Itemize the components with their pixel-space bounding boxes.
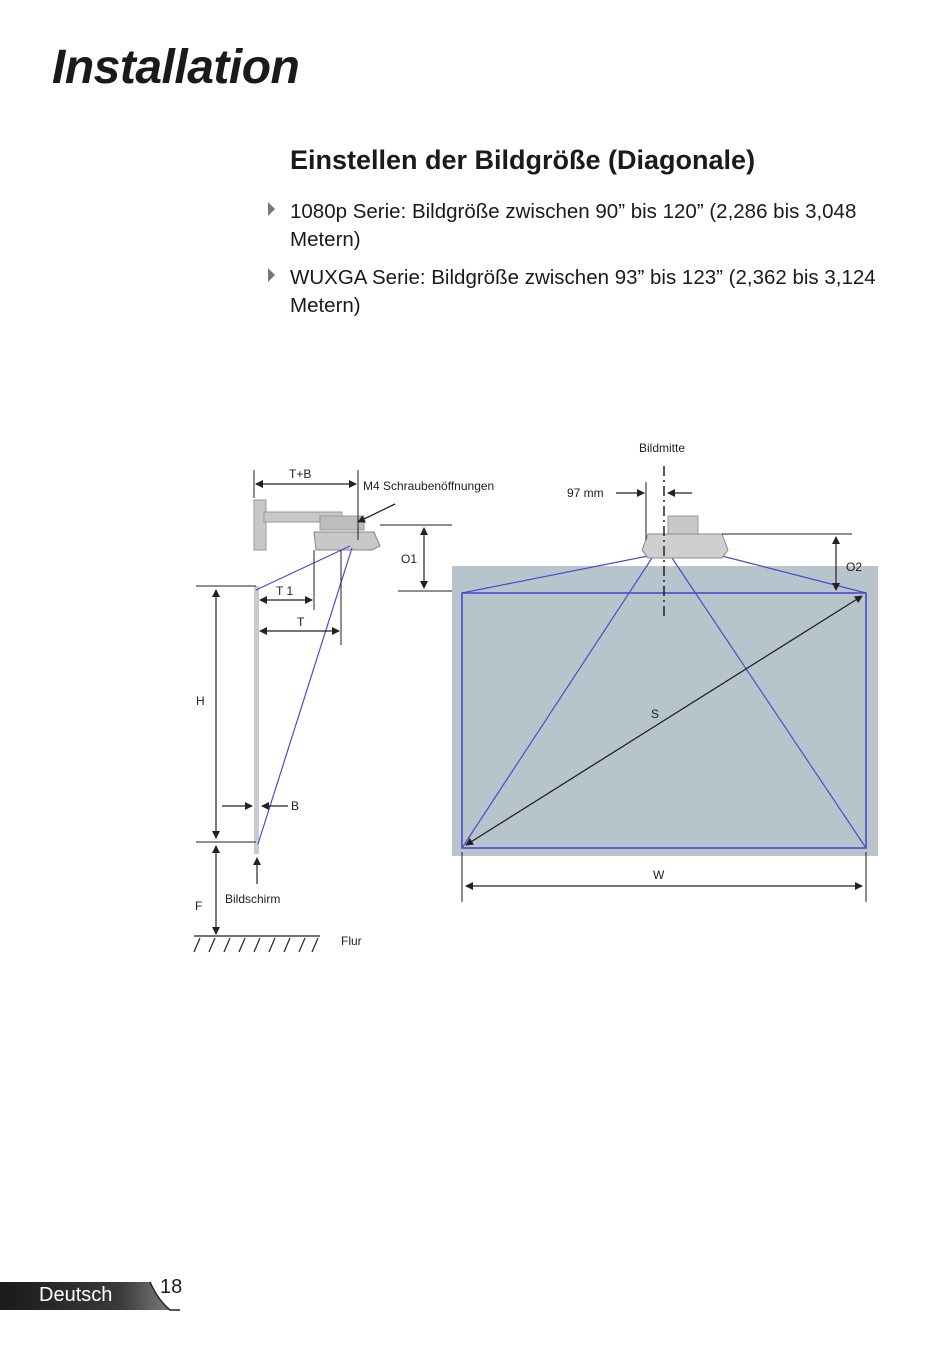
label-s: S [651,707,660,721]
label-97mm: 97 mm [567,486,604,500]
side-view [194,467,494,952]
label-o1: O1 [401,552,418,566]
installation-diagram [0,420,950,980]
label-t: T [297,615,305,629]
page-title: Installation [52,41,300,94]
bullet-item [266,264,886,320]
wall-mount-plate [254,500,266,550]
page-number: 18 [160,1276,183,1298]
label-bildmitte: Bildmitte [639,441,686,455]
label-h: H [196,694,205,708]
floor-hatch [194,936,320,952]
label-bildschirm: Bildschirm [225,892,281,906]
projection-ray [258,548,352,844]
projection-screen [452,566,878,856]
front-view [452,441,878,902]
bullet-arrow-icon [268,268,275,282]
bullet-item [266,198,886,254]
label-t1: T 1 [276,584,294,598]
projection-ray [256,546,350,590]
bullet-text: WUXGA Serie: Bildgröße zwischen 93” bis 123” (2,362 bis 3,124 Metern) [290,266,876,317]
label-w: W [653,868,665,882]
m4-arrow [358,504,395,522]
projector-front [642,534,728,558]
bullet-arrow-icon [268,202,275,216]
label-b: B [291,799,300,813]
section-heading: Einstellen der Bildgröße (Diagonale) [290,145,756,175]
label-tb: T+B [289,467,312,481]
wall [254,586,259,854]
label-o2: O2 [846,560,863,574]
label-m4: M4 Schraubenöffnungen [363,479,495,493]
bullet-text: 1080p Serie: Bildgröße zwischen 90” bis 120” (2,286 bis 3,048 Metern) [290,200,857,251]
label-f: F [195,899,203,913]
bullet-list [266,198,886,330]
mount-bracket [320,516,364,530]
label-flur: Flur [341,934,362,948]
footer-language: Deutsch [39,1284,113,1306]
